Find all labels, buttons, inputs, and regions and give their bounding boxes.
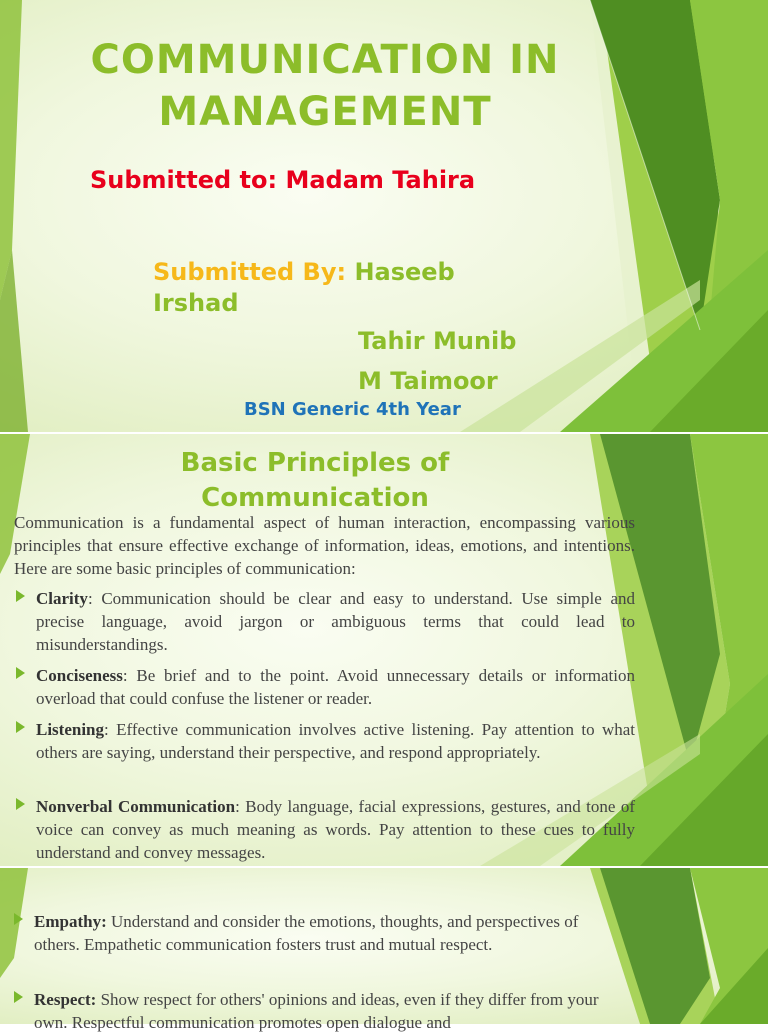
principle-conciseness	[36, 664, 635, 710]
submitted-by-line	[153, 257, 513, 319]
principle-term: Listening	[36, 720, 105, 739]
principle-listening	[36, 718, 635, 764]
principle-text: Be brief and to the point. Avoid unnecessary details or information overload that could confuse the listener or reader.	[36, 666, 635, 709]
principle-separator: :	[104, 720, 117, 739]
author-name-3: M Taimoor	[358, 367, 498, 395]
principle-separator: :	[122, 666, 137, 685]
author-name-2: Tahir Munib	[358, 327, 517, 355]
principle-clarity	[36, 587, 635, 657]
submitted-by-label: Submitted By:	[153, 258, 355, 286]
green-triangle-bullet-icon	[16, 721, 25, 733]
principle-empathy	[34, 910, 614, 956]
principle-term: Conciseness	[36, 666, 123, 685]
principle-text: Effective communication involves active listening. Pay attention to what others are saying, understand their perspective, and respond appropriately.	[36, 720, 635, 763]
principle-term: Empathy:	[34, 912, 107, 931]
principle-text: Understand and consider the emotions, thoughts, and perspectives of others. Empathetic communication fosters trust and mutual respect.	[34, 912, 579, 955]
principle-term: Clarity	[36, 589, 88, 608]
principle-text: Body language, facial expressions, gestures, and tone of voice can convey as much meaning as words. Pay attention to these cues to fully understand and convey messages.	[36, 797, 635, 863]
green-triangle-bullet-icon	[16, 798, 25, 810]
green-triangle-bullet-icon	[16, 590, 25, 602]
green-triangle-bullet-icon	[14, 991, 23, 1003]
principle-nonverbal	[36, 795, 635, 865]
green-triangle-bullet-icon	[14, 913, 23, 925]
principle-respect	[34, 988, 614, 1034]
principle-separator: :	[235, 797, 246, 816]
section-title: Basic Principles of Communication	[180, 448, 450, 513]
author-name-1: Haseeb Irshad	[153, 258, 455, 317]
principle-separator: :	[87, 589, 102, 608]
presentation-title: COMMUNICATION IN MANAGEMENT	[90, 37, 560, 135]
program-label: BSN Generic 4th Year	[244, 399, 461, 420]
title-slide	[0, 0, 768, 432]
principle-text: Communication should be clear and easy to understand. Use simple and precise language, avoid jargon or ambiguous terms that could lead to misunderstandings.	[36, 589, 635, 655]
intro-paragraph: Communication is a fundamental aspect of human interaction, encompassing various principles that ensure effective exchange of information, ideas, emotions, and intentions. Here are some basic principles of communication:	[14, 513, 635, 579]
green-triangle-bullet-icon	[16, 667, 25, 679]
principle-term: Nonverbal Communication	[36, 797, 236, 816]
submitted-to-line: Submitted to: Madam Tahira	[90, 166, 476, 194]
principle-text: Show respect for others' opinions and ideas, even if they differ from your own. Respectful communication promotes open dialogue and	[34, 990, 599, 1033]
principle-term: Respect:	[34, 990, 97, 1009]
